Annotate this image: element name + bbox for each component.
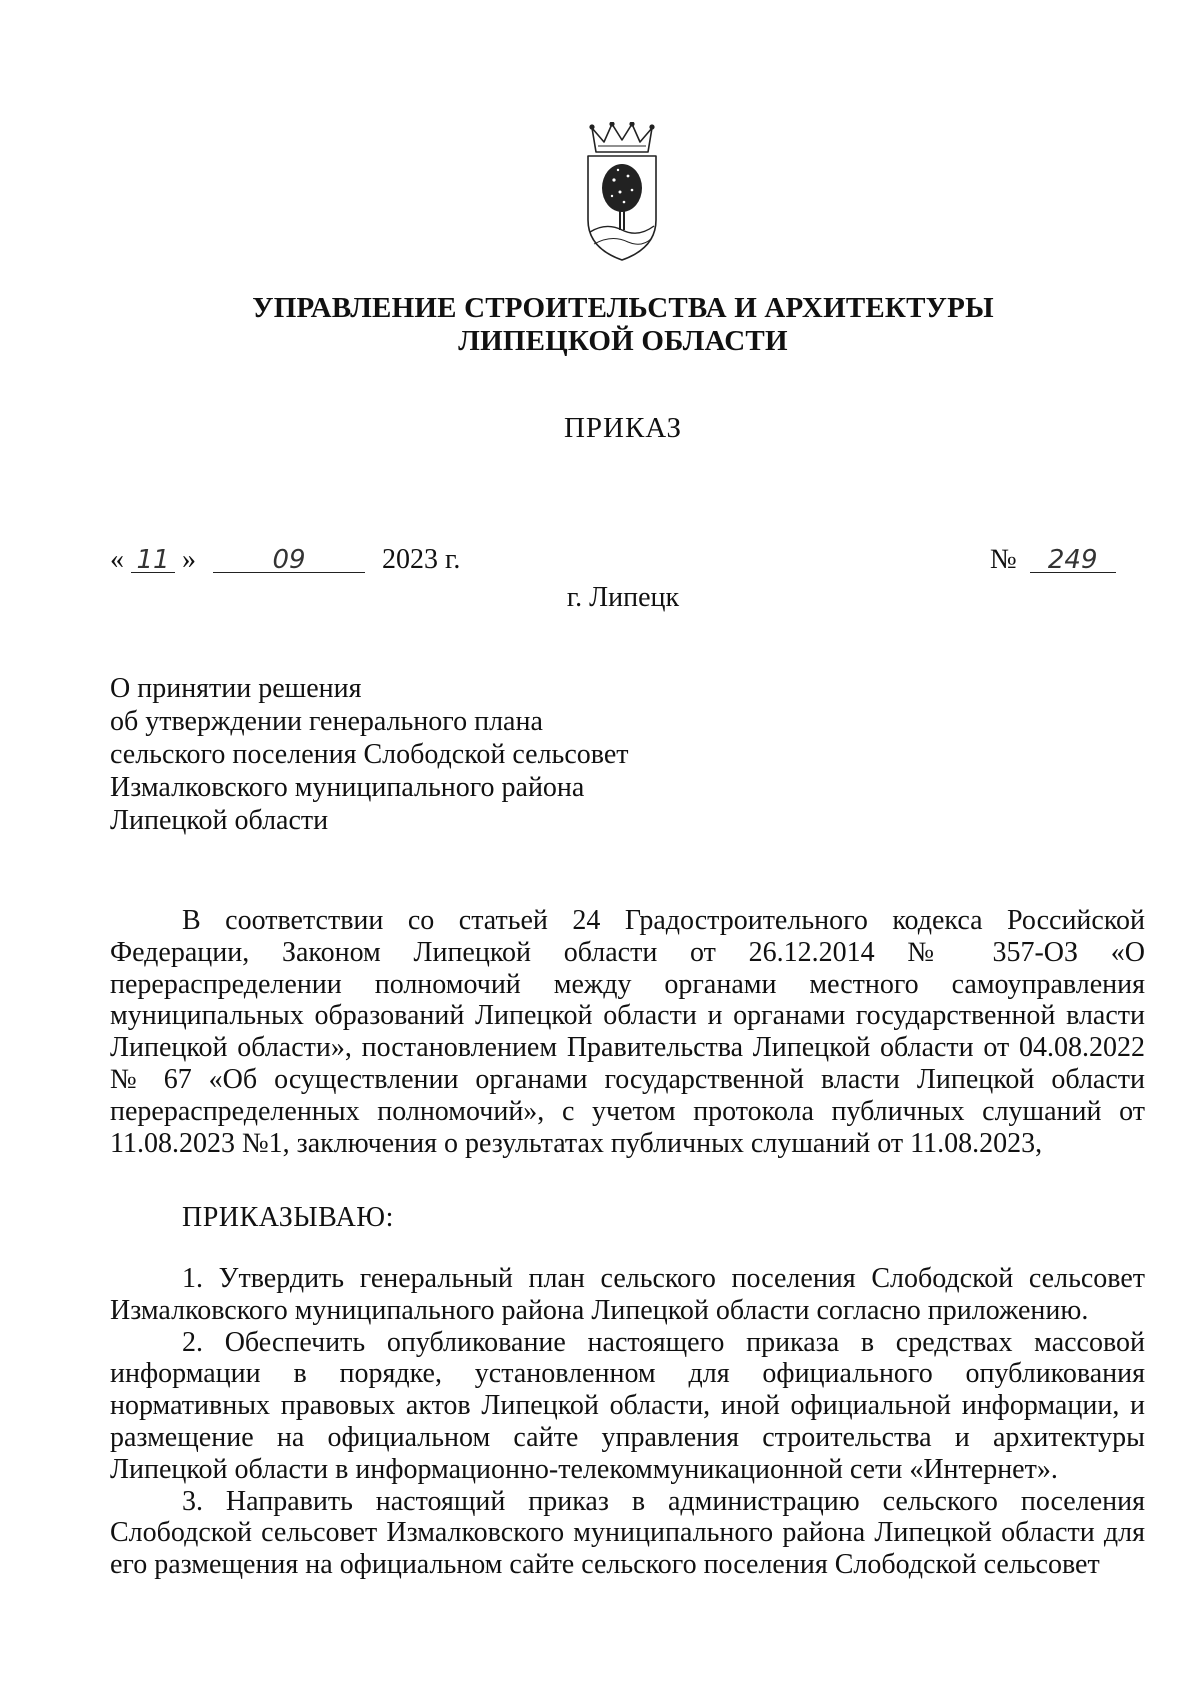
order-items: [110, 1263, 1145, 1581]
coat-of-arms-icon: [582, 122, 662, 267]
document-preamble: [110, 905, 1145, 1159]
subject-line: сельского поселения Слободской сельсовет: [110, 739, 629, 770]
order-item: 1. Утвердить генеральный план сельского поселения Слободской сельсовет Измалковского муниципального района Липецкой области согласно приложению.: [110, 1263, 1145, 1326]
date-quote-close: »: [182, 544, 196, 575]
date-month: 09: [213, 548, 365, 573]
order-item: 3. Направить настоящий приказ в администрацию сельского поселения Слободской сельсовет Измалковского муниципального района Липецкой области для его размещения на официальном сайте сельского поселения Слободской сельсовет: [110, 1485, 1145, 1581]
document-date: [110, 544, 460, 576]
subject-line: О принятии решения: [110, 673, 362, 704]
preamble-paragraph: В соответствии со статьей 24 Градостроительного кодекса Российской Федерации, Законом Липецкой области от 26.12.2014 № 357-ОЗ «О перераспределении полномочий между органами местного самоуправления муниципальных образований Липецкой области и органами государственной власти Липецкой области», постановлением Правительства Липецкой области от 04.08.2022 № 67 «Об осуществлении органами государственной власти Липецкой области перераспределенных полномочий», с учетом протокола публичных слушаний от 11.08.2023 №1, заключения о результатах публичных слушаний от 11.08.2023,: [110, 905, 1145, 1159]
subject-line: Липецкой области: [110, 805, 329, 836]
document-subject: [110, 672, 628, 837]
number-value: 249: [1030, 548, 1116, 573]
subject-line: об утверждении генерального плана: [110, 706, 543, 737]
document-city: г. Липецк: [566, 582, 680, 613]
document-number: [990, 544, 1116, 576]
organization-line-1: УПРАВЛЕНИЕ СТРОИТЕЛЬСТВА И АРХИТЕКТУРЫ: [252, 292, 994, 324]
order-item: 2. Обеспечить опубликование настоящего приказа в средствах массовой информации в порядке, установленном для официального опубликования нормативных правовых актов Липецкой области, иной официальной информации, и размещение на официальном сайте управления строительства и архитектуры Липецкой области в информационно-телекоммуникационной сети «Интернет».: [110, 1326, 1145, 1485]
number-sign: №: [990, 544, 1017, 575]
document-type: ПРИКАЗ: [563, 412, 683, 444]
date-quote-open: «: [110, 544, 124, 575]
organization-line-2: ЛИПЕЦКОЙ ОБЛАСТИ: [458, 325, 788, 357]
order-word: ПРИКАЗЫВАЮ:: [182, 1202, 394, 1233]
organization-name: [0, 292, 1200, 358]
date-day: 11: [131, 548, 175, 573]
subject-line: Измалковского муниципального района: [110, 772, 585, 803]
date-year: 2023 г.: [382, 544, 461, 575]
